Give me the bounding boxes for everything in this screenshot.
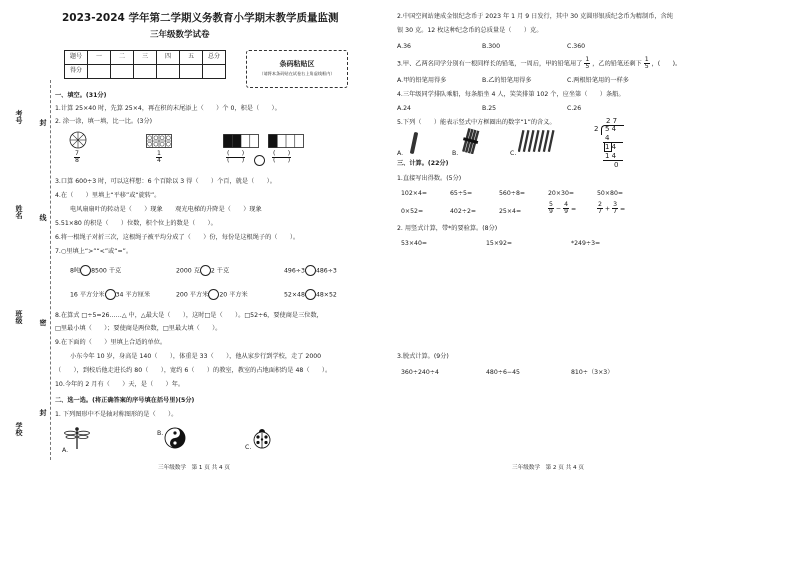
division-rule-2 — [603, 160, 623, 161]
score-header-cell: 五 — [180, 51, 203, 65]
oral-calc-8: 25×4= — [499, 208, 522, 215]
question-2: 2. 涂一涂，填一填，比一比。(3分) — [55, 118, 153, 125]
compare-circle — [305, 265, 316, 276]
fraction-denominator: 8 — [75, 157, 79, 165]
vertical-calc-3: *249÷3= — [571, 240, 601, 247]
fraction-numerator: 1 — [585, 56, 590, 63]
r-q3-option-b: B.乙的铅笔用得多 — [482, 77, 532, 84]
fraction-blank-numerator: ( ) — [227, 150, 245, 157]
compare-left: 2000 克 — [176, 267, 200, 275]
section3-heading: 三、计算。(22分) — [397, 160, 449, 167]
fraction-7-8 — [74, 151, 80, 164]
fraction-denominator: 7 — [613, 208, 617, 216]
r-q4-option-c: C.26 — [567, 105, 582, 112]
compare-circle — [200, 265, 211, 276]
question-7: 7.○里填上“>”“<”或“=”。 — [55, 248, 133, 255]
r-q3-text-a: 3.甲、乙两名同学分别有一根同样长的铅笔，一周后，甲的铅笔用了 — [397, 60, 583, 68]
oral-calc-5: 50×80= — [597, 190, 624, 197]
fraction-numerator: 2 — [598, 201, 602, 208]
fraction-blank-numerator: ( ) — [273, 150, 291, 157]
side-label-mi: 密 — [39, 319, 47, 327]
r-q2-option-c: C.360 — [567, 43, 586, 50]
question-6: 6.将一根绳子对折三次，这根绳子被平均分成了（ ）份，每份是这根绳子的（ ）。 — [55, 234, 300, 241]
compare-right: 20 平方米 — [219, 291, 248, 299]
oral-calc-2: 65÷5= — [450, 190, 473, 197]
fraction-blank-b — [272, 151, 291, 164]
division-step-4: 0 — [614, 161, 619, 169]
r-q4-option-b: B.25 — [482, 105, 497, 112]
s3-question-2: 2. 用竖式计算，带*的要验算。(8分) — [397, 225, 498, 232]
fraction-numerator: 5 — [549, 201, 553, 208]
score-header-cell: 三 — [134, 51, 157, 65]
page-footer-right: 三年级数学 第 2 页 共 4 页 — [512, 465, 584, 471]
compare-row-1 — [70, 265, 360, 276]
question-8-line-2: □里最小填（ ）；要使商是两位数，□里最大填（ ）。 — [55, 325, 222, 332]
fraction-denominator: 4 — [157, 157, 161, 165]
s3-question-1: 1.直接写出得数。(5分) — [397, 175, 462, 182]
side-label-feng: 封 — [39, 119, 47, 127]
score-header-cell: 题号 — [65, 51, 88, 65]
r-question-2-line-2: 银 30 克。12 枚这种纪念币的总质量是（ ）克。 — [397, 27, 543, 34]
fraction-blank-denominator: ( ) — [227, 157, 245, 165]
question-8-line-1: 8.在算式 □÷5=26……△ 中，△最大是（ ），这时□是（ ）。□52÷6，要使商是三位数， — [55, 312, 323, 319]
score-cell — [157, 65, 180, 79]
barcode-area — [246, 50, 348, 88]
fraction-blank-denominator: ( ) — [273, 157, 291, 165]
r-q5-option-b: B. — [452, 150, 459, 157]
score-header-cell: 四 — [157, 51, 180, 65]
fraction-denominator: 5 — [585, 63, 590, 71]
compare-right: 48×52 — [315, 291, 337, 299]
question-3: 3.口算 600÷3 时，可以这样想：6 个百除以 3 得（ ）个百，就是（ ）。 — [55, 178, 276, 185]
side-label-xuexiao: 学校 — [15, 422, 23, 436]
page-footer-left: 三年级数学 第 1 页 共 4 页 — [158, 465, 230, 471]
side-label-kaohao: 考号 — [15, 110, 23, 124]
barcode-note: （请将本条码贴在试卷右上角虚线框内） — [259, 71, 335, 77]
oral-calc-3: 560÷8= — [499, 190, 526, 197]
compare-circle — [105, 289, 116, 300]
option-a-label: A. — [62, 447, 69, 454]
compare-left: 8吨 — [70, 267, 81, 275]
grid-fraction-figure — [146, 134, 172, 148]
option-c-label: C. — [245, 444, 252, 451]
division-step-1: 4 — [605, 134, 610, 142]
division-divisor: 2 — [594, 125, 599, 133]
question-10: 10.今年的 2 月有（ ）天，是（ ）年。 — [55, 381, 185, 388]
single-stick-icon — [408, 131, 420, 155]
question-4-line: 电风扇扇叶的转动是（ ）现象 观光电梯的升降是（ ）现象 — [70, 206, 262, 213]
r-q3-fraction-2 — [644, 57, 650, 70]
operator: + — [604, 205, 611, 213]
compare-circle — [208, 289, 219, 300]
r-question-2-line-1: 2.中国空间站建成金银纪念币于 2023 年 1 月 9 日发行，其中 30 克圆形银质纪念币为精制币，含纯 — [397, 13, 673, 20]
r-q2-option-a: A.36 — [397, 43, 411, 50]
r-q5-option-a: A. — [397, 150, 404, 157]
side-label-banji: 班级 — [15, 310, 23, 324]
side-label-xian: 线 — [39, 214, 47, 222]
question-9: 9.在下面的（ ）里填上合适的单位。 — [55, 339, 167, 346]
score-cell — [111, 65, 134, 79]
compare-row-2 — [70, 289, 360, 300]
compare-circle — [305, 289, 316, 300]
score-header-cell: 一 — [88, 51, 111, 65]
r-q3-text-b: ，乙的铅笔还剩下 — [592, 60, 642, 68]
fraction-denominator: 9 — [549, 208, 553, 216]
question-5: 5.51×80 的积是（ ）位数，积个位上的数是（ ）。 — [55, 220, 217, 227]
step-calc-3: 810÷（3×3） — [571, 369, 614, 376]
division-step-2: 1 4 — [605, 143, 617, 151]
score-header-cell: 总分 — [203, 51, 226, 65]
question-4: 4.在（ ）里填上“平移”或“旋转”。 — [55, 192, 161, 199]
score-cell — [134, 65, 157, 79]
compare-right: 8500 千克 — [91, 267, 122, 275]
compare-right: 34 平方厘米 — [115, 291, 151, 299]
fraction-denominator: 7 — [598, 208, 602, 216]
equals: = — [619, 205, 626, 213]
vertical-calc-2: 15×92= — [486, 240, 513, 247]
question-9-line-1: 小东今年 10 岁，身高是 140（ ），体重是 33（ ），他从家步行到学校，走了 2000 — [70, 353, 322, 360]
fraction-numerator: 3 — [613, 201, 617, 208]
vertical-calc-1: 53×40= — [401, 240, 428, 247]
r-question-4: 4.三年级同学排队乘船，每条船坐 4 人，笑笑排第 102 个，应坐第（ ）条船。 — [397, 91, 625, 98]
side-label-feng-2: 封 — [39, 409, 47, 417]
oral-calc-6: 0×52= — [401, 208, 424, 215]
ladybug-icon — [251, 427, 273, 449]
fraction-denominator: 9 — [564, 208, 568, 216]
r-q4-option-a: A.24 — [397, 105, 411, 112]
score-cell — [88, 65, 111, 79]
question-1: 1.计算 25×40 时，先算 25×4，再在积的末尾添上（ ）个 0，积是（ ）。 — [55, 105, 281, 112]
bar-fraction-figure-a — [223, 134, 259, 148]
oral-calc-7: 402÷2= — [450, 208, 477, 215]
operator: − — [555, 205, 562, 213]
division-quotient: 2 7 — [606, 117, 618, 125]
oral-calc-frac-2 — [597, 202, 625, 215]
compare-left: 16 平方分米 — [70, 291, 105, 299]
fraction-numerator: 7 — [75, 150, 79, 157]
many-sticks-icon — [518, 128, 558, 154]
compare-right: 486÷3 — [315, 267, 337, 275]
score-table — [64, 50, 226, 79]
section2-question-1: 1. 下列图形中不是轴对称图形的是（ ）。 — [55, 411, 178, 418]
exam-subtitle: 三年级数学试卷 — [150, 30, 210, 40]
question-9-line-2: （ ），到校后他走进长约 80（ ），宽约 6（ ）的教室，教室的占地面积约是 48（ ）。 — [55, 367, 332, 374]
score-cell — [203, 65, 226, 79]
option-b-label: B. — [157, 430, 164, 437]
equals: = — [570, 205, 577, 213]
s3-question-3: 3.脱式计算。(9分) — [397, 353, 449, 360]
yin-yang-icon — [164, 427, 186, 449]
score-cell — [180, 65, 203, 79]
score-header-cell: 二 — [111, 51, 134, 65]
section1-heading: 一、填空。(31分) — [55, 92, 107, 99]
step-calc-2: 480÷6−45 — [486, 369, 520, 376]
compare-left: 200 平方米 — [176, 291, 209, 299]
r-q2-option-b: B.300 — [482, 43, 501, 50]
binding-line — [50, 80, 51, 460]
barcode-title: 条码粘贴区 — [279, 60, 315, 68]
compare-circle — [254, 155, 265, 166]
r-q5-option-c: C. — [510, 150, 517, 157]
r-question-5: 5.下列（ ）能表示竖式中方框圈出的数字“1”的含义。 — [397, 119, 556, 126]
exam-title: 2023-2024 学年第二学期义务教育小学期末教学质量监测 — [62, 12, 339, 24]
compare-left: 52×48 — [284, 291, 305, 299]
r-q3-fraction-1 — [584, 57, 590, 70]
fraction-denominator: 5 — [644, 63, 649, 71]
r-q3-text-c: ，( )。 — [651, 60, 682, 68]
step-calc-1: 360÷240÷4 — [401, 369, 439, 376]
fraction-blank-a — [226, 151, 245, 164]
score-row-label: 得分 — [65, 65, 88, 79]
compare-right: 2 千克 — [210, 267, 230, 275]
fraction-numerator: 4 — [564, 201, 568, 208]
long-division — [590, 117, 630, 175]
circle-fraction-figure — [69, 131, 87, 149]
fraction-numerator: 1 — [644, 56, 649, 63]
fraction-numerator: 1 — [157, 150, 161, 157]
fraction-1-4 — [156, 151, 162, 164]
division-dividend: 5 4 — [605, 125, 617, 133]
section2-heading: 二、选一选。(将正确答案的序号填在括号里)(5分) — [55, 397, 195, 404]
bar-fraction-figure-b — [268, 134, 304, 148]
compare-circle — [80, 265, 91, 276]
r-q3-option-a: A.甲的铅笔用得多 — [397, 77, 447, 84]
r-q3-option-c: C.两根铅笔用的一样多 — [567, 77, 629, 84]
oral-calc-1: 102×4= — [401, 190, 428, 197]
oral-calc-frac-1 — [548, 202, 576, 215]
r-question-3 — [397, 57, 681, 70]
oral-calc-4: 20×30= — [548, 190, 575, 197]
compare-left: 496÷3 — [284, 267, 305, 275]
highlight-box — [604, 142, 612, 152]
division-step-3: 1 4 — [605, 152, 617, 160]
stick-bundle-icon — [460, 128, 480, 154]
side-label-xingming: 姓名 — [15, 205, 23, 219]
